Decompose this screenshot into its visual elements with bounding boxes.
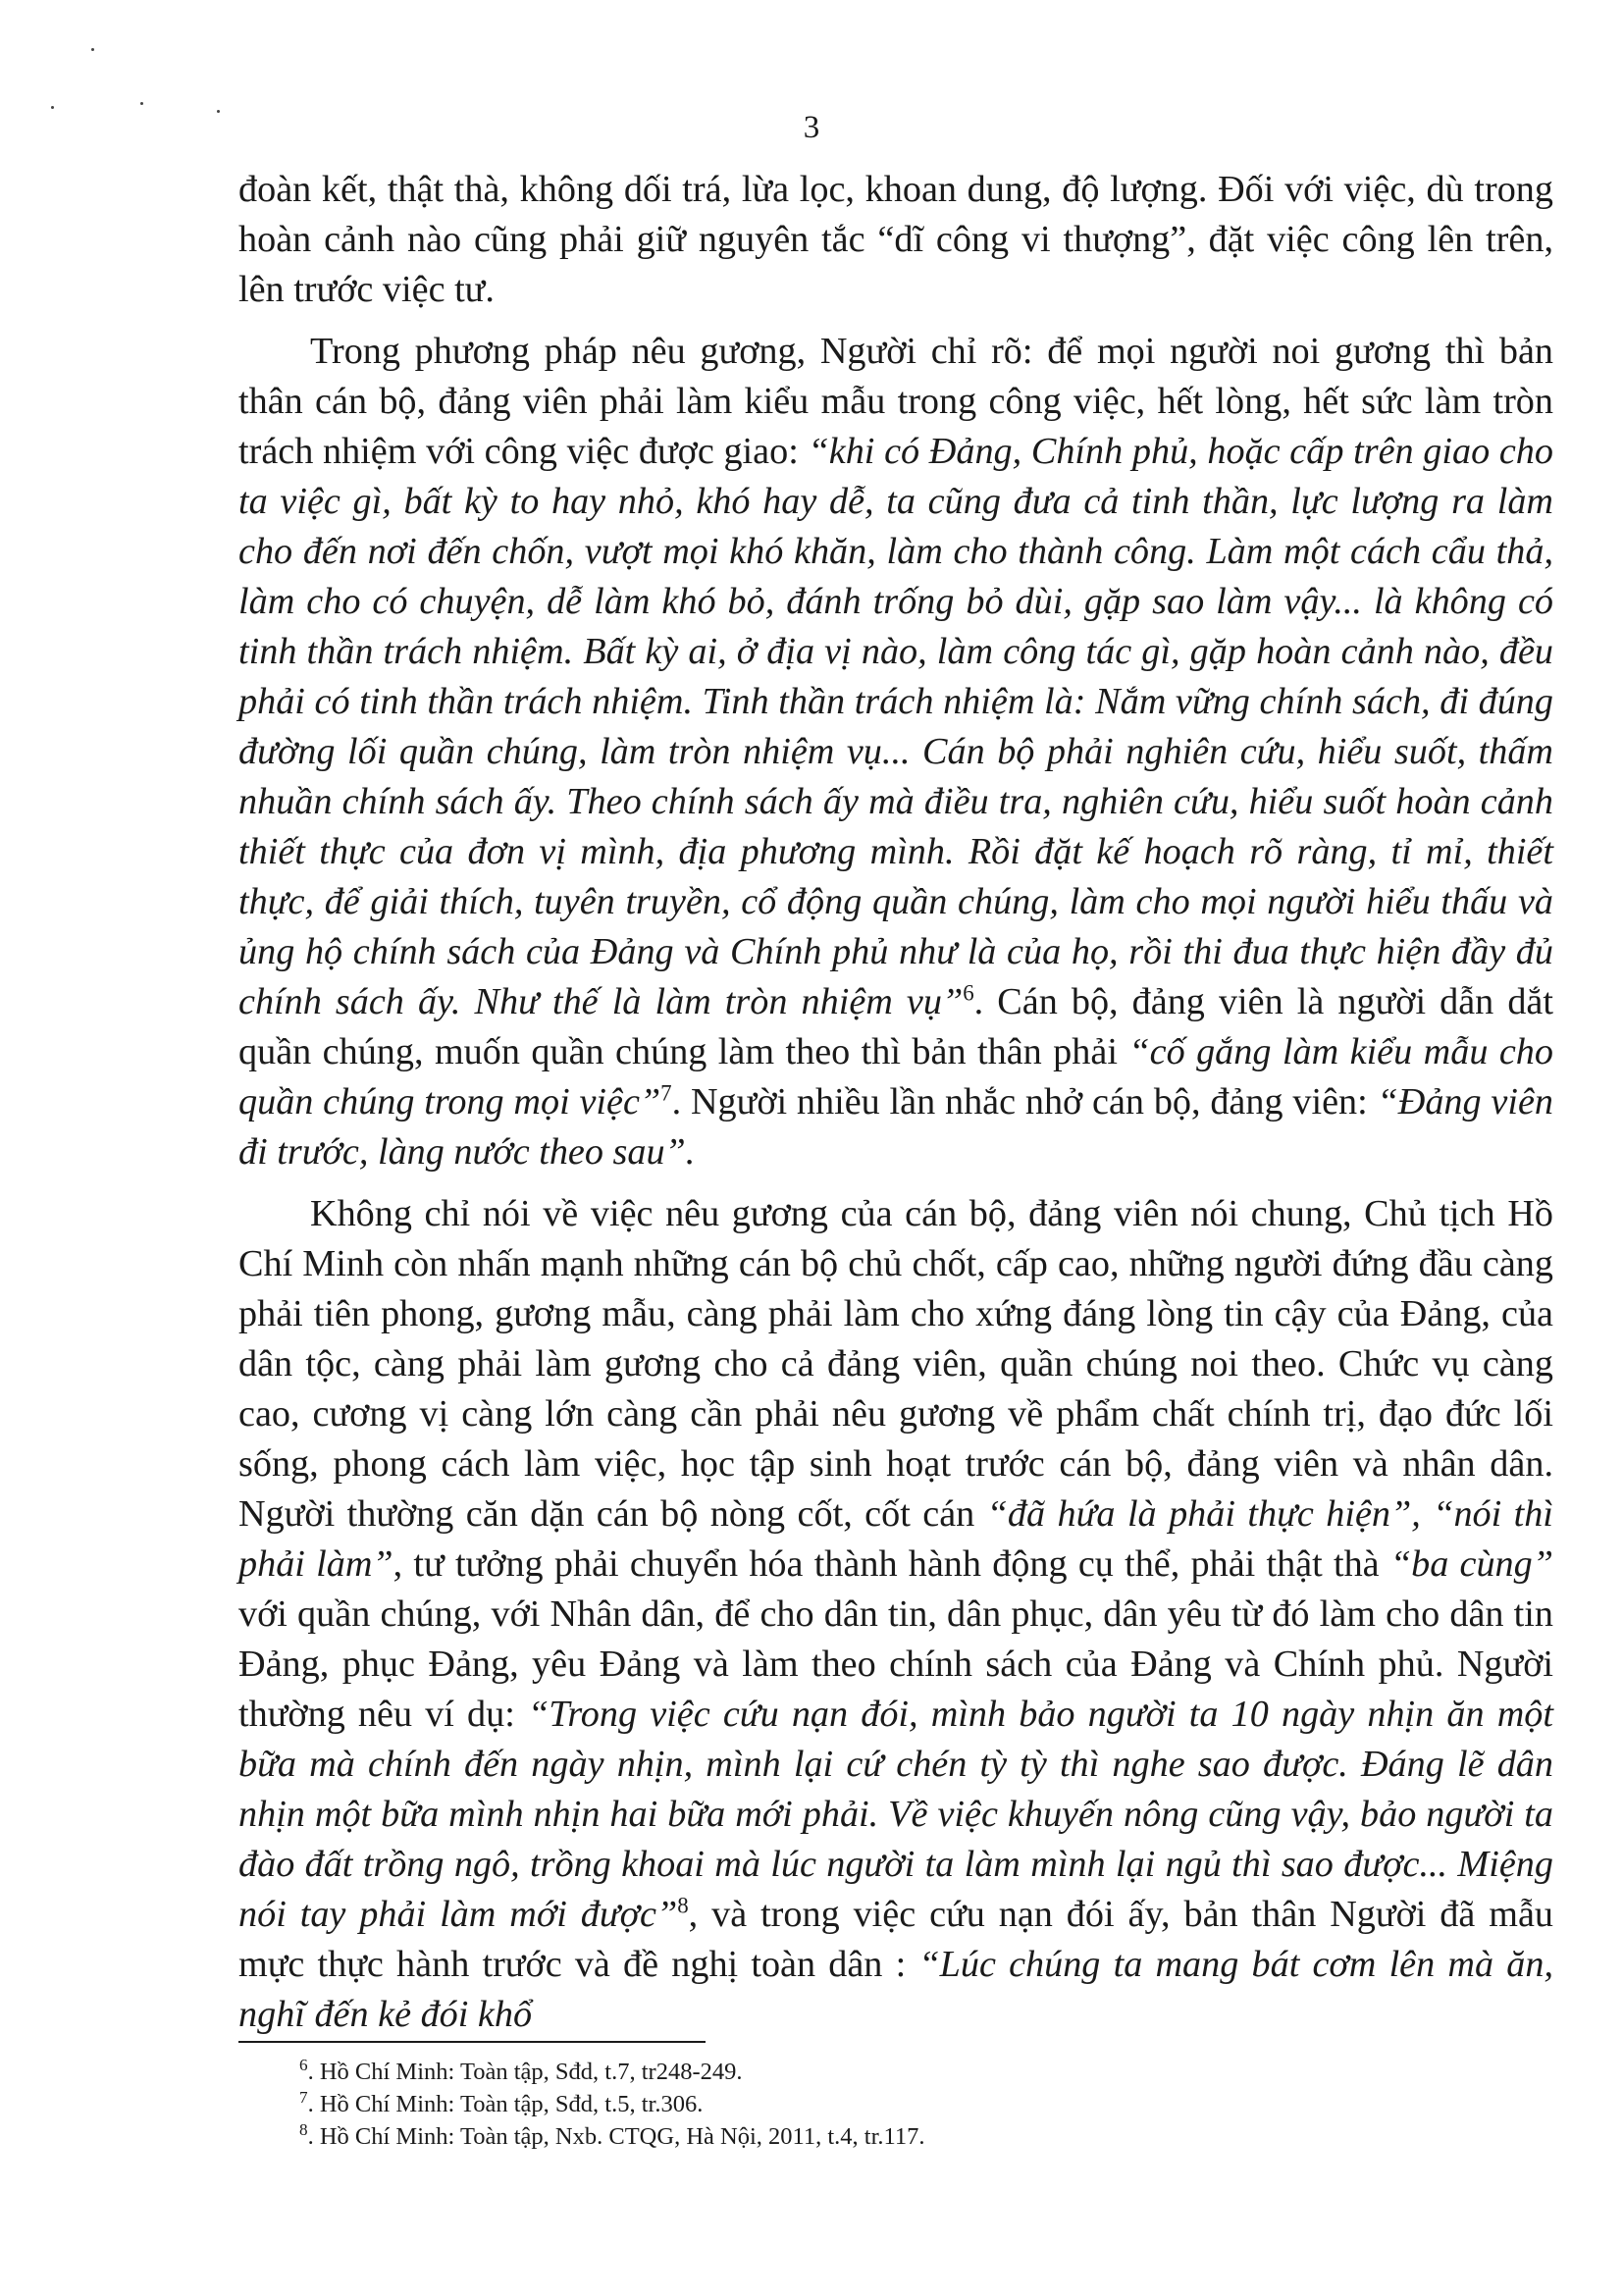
footnote-text: . Hồ Chí Minh: Toàn tập, Sđd, t.7, tr248-249. (307, 2059, 743, 2085)
paragraph-2-text: Trong phương pháp nêu gương, Người chỉ rõ: để mọi người noi gương thì bản thân cán bộ, đảng viên phải làm kiểu mẫu trong công việc, hết lòng, hết sức làm tròn trách nhiệm với công việc được giao: (238, 331, 1553, 472)
paragraph-3 (238, 1189, 1553, 2040)
quote-promise-do: “đã hứa là phải thực hiện”, “nói thì phải làm” (238, 1493, 1553, 1585)
quote-model-example: “cố gắng làm kiểu mẫu cho quần chúng trong mọi việc” (238, 1031, 1553, 1122)
paragraph-2-text: . Cán bộ, đảng viên là người dẫn dắt quần chúng, muốn quần chúng làm theo thì bản thân phải (238, 981, 1553, 1072)
quote-famine-relief: “Trong việc cứu nạn đói, mình bảo người ta 10 ngày nhịn ăn một bữa mà chính đến ngày nhịn, mình lại cứ chén tỳ tỳ thì nghe sao được. Đáng lẽ dân nhịn một bữa mình nhịn hai bữa mới phải. Về việc khuyến nông cũng vậy, bảo người ta đào đất trồng ngô, trồng khoai mà lúc người ta làm mình lại ngủ thì sao được... Miệng nói tay phải làm mới được” (238, 1694, 1553, 1935)
footnote-ref-6: 6 (963, 980, 974, 1006)
footnote-ref-7: 7 (660, 1080, 672, 1106)
paragraph-3-text: , và trong việc cứu nạn đói ấy, bản thân Người đã mẫu mực thực hành trước và đề nghị toàn dân : (238, 1894, 1553, 1985)
paragraph-3-text: , tư tưởng phải chuyển hóa thành hành động cụ thể, phải thật thà (393, 1543, 1390, 1585)
quote-rice-bowl: “Lúc chúng ta mang bát cơm lên mà ăn, nghĩ đến kẻ đói khổ (238, 1944, 1553, 2035)
footnote-text: . Hồ Chí Minh: Toàn tập, Sđd, t.5, tr.306. (307, 2091, 704, 2117)
paragraph-3-text: với quần chúng, với Nhân dân, để cho dân tin, dân phục, dân yêu từ đó làm cho dân tin Đảng, phục Đảng, yêu Đảng và làm theo chính sách của Đảng và Chính phủ. Người thường nêu ví dụ: (238, 1593, 1553, 1735)
paragraph-1-text: đoàn kết, thật thà, không dối trá, lừa lọc, khoan dung, độ lượng. Đối với việc, dù trong hoàn cảnh nào cũng phải giữ nguyên tắc “dĩ công vi thượng”, đặt việc công lên trên, lên trước việc tư. (238, 169, 1553, 310)
quote-three-togethers: “ba cùng” (1389, 1543, 1553, 1585)
footnote-mark: 8 (299, 2119, 308, 2139)
paragraph-2 (238, 327, 1553, 1177)
footnote-7 (299, 2088, 1477, 2120)
footnote-8 (299, 2120, 1477, 2153)
paragraph-1 (238, 165, 1553, 315)
footnote-6 (299, 2056, 1477, 2088)
footnote-mark: 7 (299, 2087, 308, 2107)
body-text (238, 165, 1553, 2040)
paragraph-3-text: Không chỉ nói về việc nêu gương của cán bộ, đảng viên nói chung, Chủ tịch Hồ Chí Minh còn nhấn mạnh những cán bộ chủ chốt, cấp cao, những người đứng đầu càng phải tiên phong, gương mẫu, càng phải làm cho xứng đáng lòng tin cậy của Đảng, của dân tộc, càng phải làm gương cho cả đảng viên, quần chúng noi theo. Chức vụ càng cao, cương vị càng lớn càng cần phải nêu gương về phẩm chất chính trị, đạo đức lối sống, phong cách làm việc, học tập sinh hoạt trước cán bộ, đảng viên và nhân dân. Người thường căn dặn cán bộ nòng cốt, cốt cán (238, 1193, 1553, 1535)
footnotes (299, 2056, 1477, 2153)
paragraph-2-text: . Người nhiều lần nhắc nhở cán bộ, đảng viên: (671, 1081, 1378, 1122)
footnote-ref-8: 8 (677, 1893, 689, 1918)
footnote-text: . Hồ Chí Minh: Toàn tập, Nxb. CTQG, Hà Nội, 2011, t.4, tr.117. (307, 2123, 925, 2150)
quote-responsibility: “khi có Đảng, Chính phủ, hoặc cấp trên giao cho ta việc gì, bất kỳ to hay nhỏ, khó hay dễ, ta cũng đưa cả tinh thần, lực lượng ra làm cho đến nơi đến chốn, vượt mọi khó khăn, làm cho thành công. Làm một cách cẩu thả, làm cho có chuyện, dễ làm khó bỏ, đánh trống bỏ dùi, gặp sao làm vậy... là không có tinh thần trách nhiệm. Bất kỳ ai, ở địa vị nào, làm công tác gì, gặp hoàn cảnh nào, đều phải có tinh thần trách nhiệm. Tinh thần trách nhiệm là: Nắm vững chính sách, đi đúng đường lối quần chúng, làm tròn nhiệm vụ... Cán bộ phải nghiên cứu, hiểu suốt, thấm nhuần chính sách ấy. Theo chính sách ấy mà điều tra, nghiên cứu, hiểu suốt hoàn cảnh thiết thực của đơn vị mình, địa phương mình. Rồi đặt kế hoạch rõ ràng, tỉ mỉ, thiết thực, để giải thích, tuyên truyền, cổ động quần chúng, làm cho mọi người hiểu thấu và ủng hộ chính sách của Đảng và Chính phủ như là của họ, rồi thi đua thực hiện đầy đủ chính sách ấy. Như thế là làm tròn nhiệm vụ” (238, 431, 1553, 1022)
page-number: 3 (803, 110, 820, 145)
footnote-mark: 6 (299, 2055, 308, 2074)
footnote-separator (238, 2041, 706, 2043)
quote-party-member-first: “Đảng viên đi trước, làng nước theo sau”. (238, 1081, 1554, 1173)
